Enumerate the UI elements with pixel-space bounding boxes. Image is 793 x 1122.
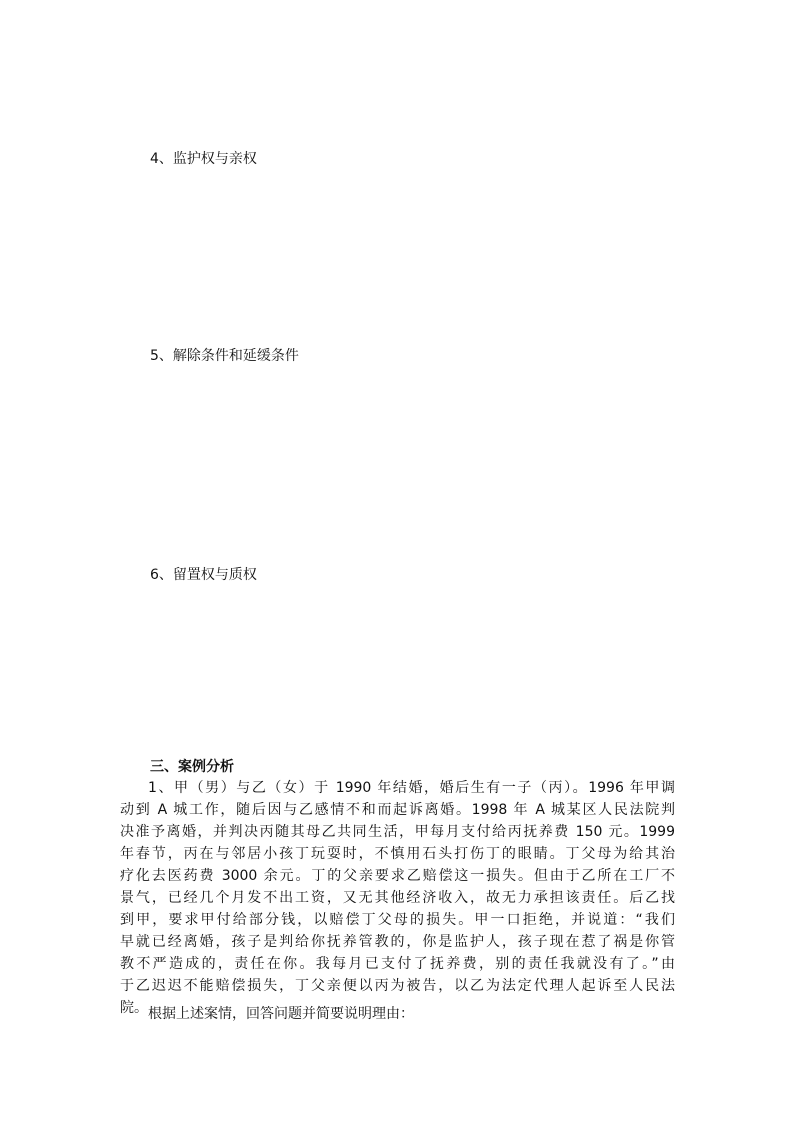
case-line: 景气，已经几个月发不出工资，又无其他经济收入，故无力承担该责任。后乙找 (120, 890, 675, 906)
case-line: 动到 A 城工作，随后因与乙感情不和而起诉离婚。1998 年 A 城某区人民法院判 (120, 802, 675, 818)
case-question-prompt: 根据上述案情，回答问题并简要说明理由： (148, 1006, 414, 1022)
case-line: 教不严造成的，责任在你。我每月已支付了抚养费，别的责任我就没有了。”由 (120, 956, 675, 972)
item-guardianship-vs-parental-rights: 4、监护权与亲权 (150, 151, 257, 167)
case-line: 早就已经离婚，孩子是判给你抚养管教的，你是监护人，孩子现在惹了祸是你管 (120, 934, 675, 950)
case-line: 年春节，丙在与邻居小孩丁玩耍时，不慎用石头打伤丁的眼睛。丁父母为给其治 (120, 846, 675, 862)
case-paragraph (120, 777, 675, 1019)
case-line: 1、甲（男）与乙（女）于 1990 年结婚，婚后生有一子（丙）。1996 年甲调 (148, 780, 675, 796)
section-heading-case-analysis: 三、案例分析 (150, 759, 234, 775)
item-resolutory-vs-suspensive-condition: 5、解除条件和延缓条件 (150, 348, 299, 364)
case-line: 疗化去医药费 3000 余元。丁的父亲要求乙赔偿这一损失。但由于乙所在工厂不 (120, 868, 675, 884)
item-lien-vs-pledge: 6、留置权与质权 (150, 567, 257, 583)
case-line: 院。 (120, 1000, 148, 1016)
case-line: 决准予离婚，并判决丙随其母乙共同生活，甲每月支付给丙抚养费 150 元。1999 (120, 824, 675, 840)
case-line: 于乙迟迟不能赔偿损失，丁父亲便以丙为被告，以乙为法定代理人起诉至人民法 (120, 978, 675, 994)
case-line: 到甲，要求甲付给部分钱，以赔偿丁父母的损失。甲一口拒绝，并说道：“我们 (120, 912, 675, 928)
